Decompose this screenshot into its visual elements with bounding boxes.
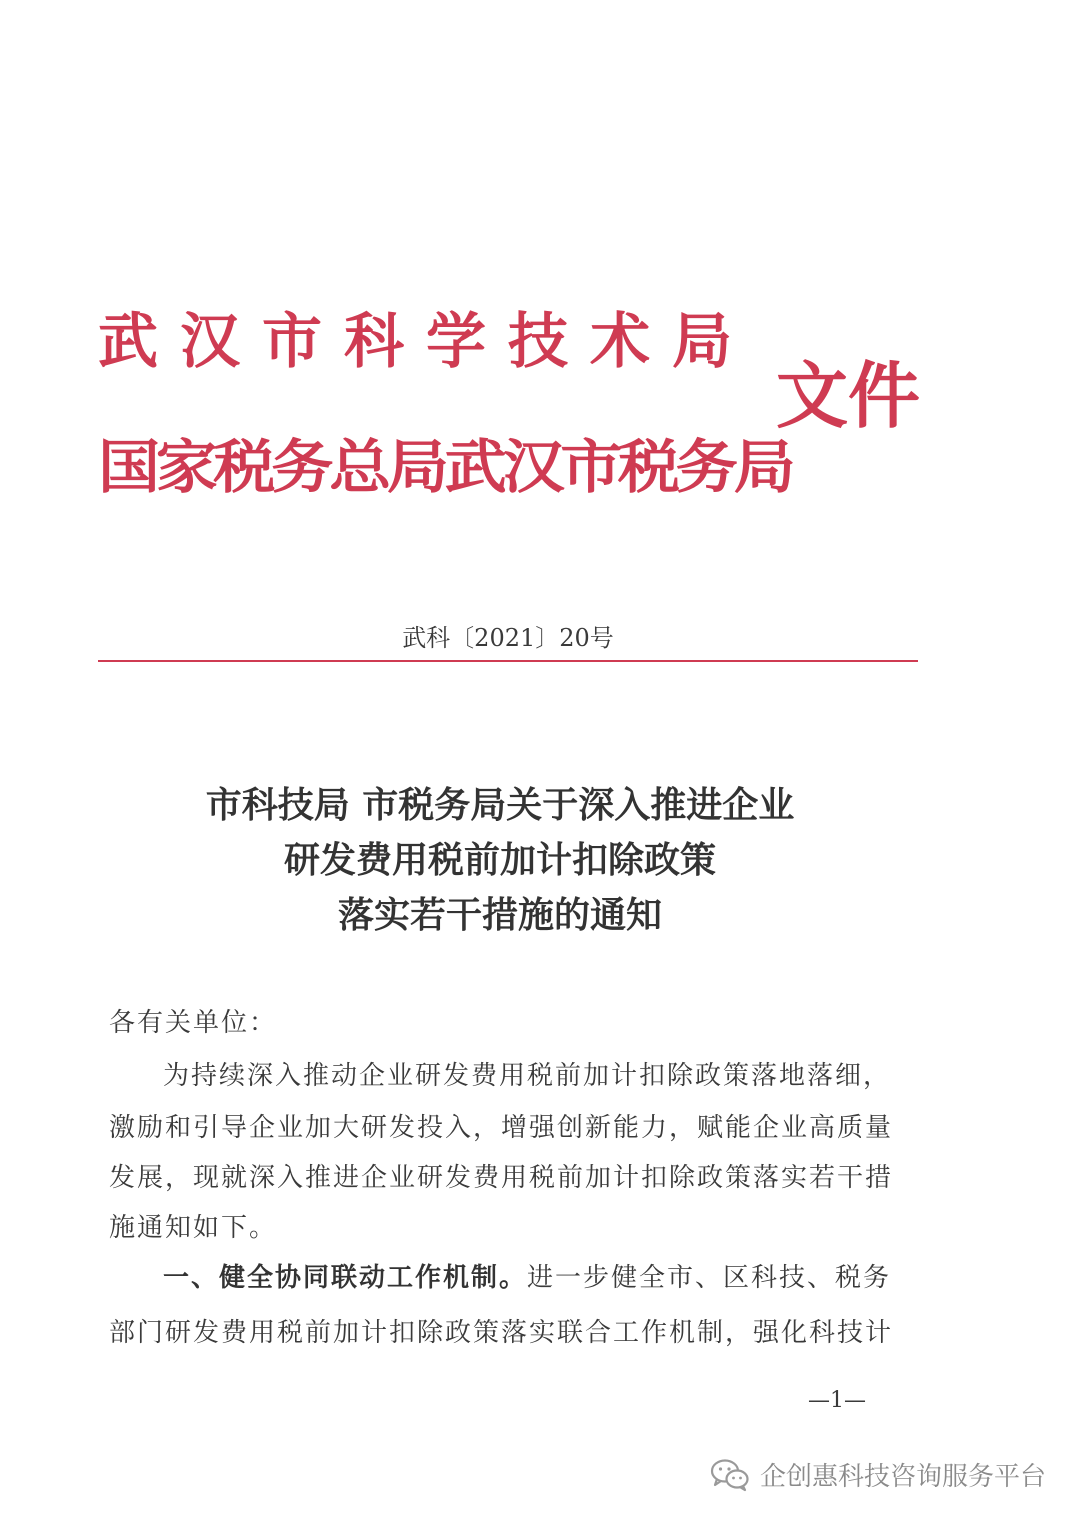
section-1-heading: 一、健全协同联动工作机制。 — [163, 1263, 528, 1293]
document-title-line-3: 落实若干措施的通知 — [337, 894, 662, 936]
salutation: 各有关单位： — [109, 1008, 278, 1038]
section-1-line-2: 部门研发费用税前加计扣除政策落实联合工作机制，强化科技计 — [109, 1318, 894, 1348]
document-title-line-2: 研发费用税前加计扣除政策 — [283, 839, 716, 881]
red-divider — [98, 660, 918, 662]
paragraph-line: 激励和引导企业加大研发投入，增强创新能力，赋能企业高质量 — [109, 1113, 894, 1143]
document-number: 武科〔2021〕20号 — [402, 624, 614, 652]
document-title-line-1: 市科技局 市税务局关于深入推进企业 — [205, 784, 795, 826]
issuer-name-2: 国家税务总局武汉市税务局 — [98, 433, 792, 501]
document-type-label: 文件 — [776, 353, 921, 438]
watermark — [710, 1456, 1046, 1493]
paragraph-line: 为持续深入推动企业研发费用税前加计扣除政策落地落细， — [163, 1061, 892, 1091]
paragraph-line: 施通知如下。 — [109, 1213, 278, 1243]
issuer-name-1: 武汉市科学技术局 — [98, 307, 754, 377]
section-1-line-1 — [163, 1265, 891, 1291]
section-1-text: 进一步健全市、区科技、税务 — [527, 1263, 892, 1293]
watermark-text: 企创惠科技咨询服务平台 — [759, 1462, 1046, 1492]
wechat-icon — [710, 1458, 750, 1492]
page-number: —1— — [808, 1388, 866, 1413]
paragraph-line: 发展，现就深入推进企业研发费用税前加计扣除政策落实若干措 — [109, 1163, 894, 1193]
